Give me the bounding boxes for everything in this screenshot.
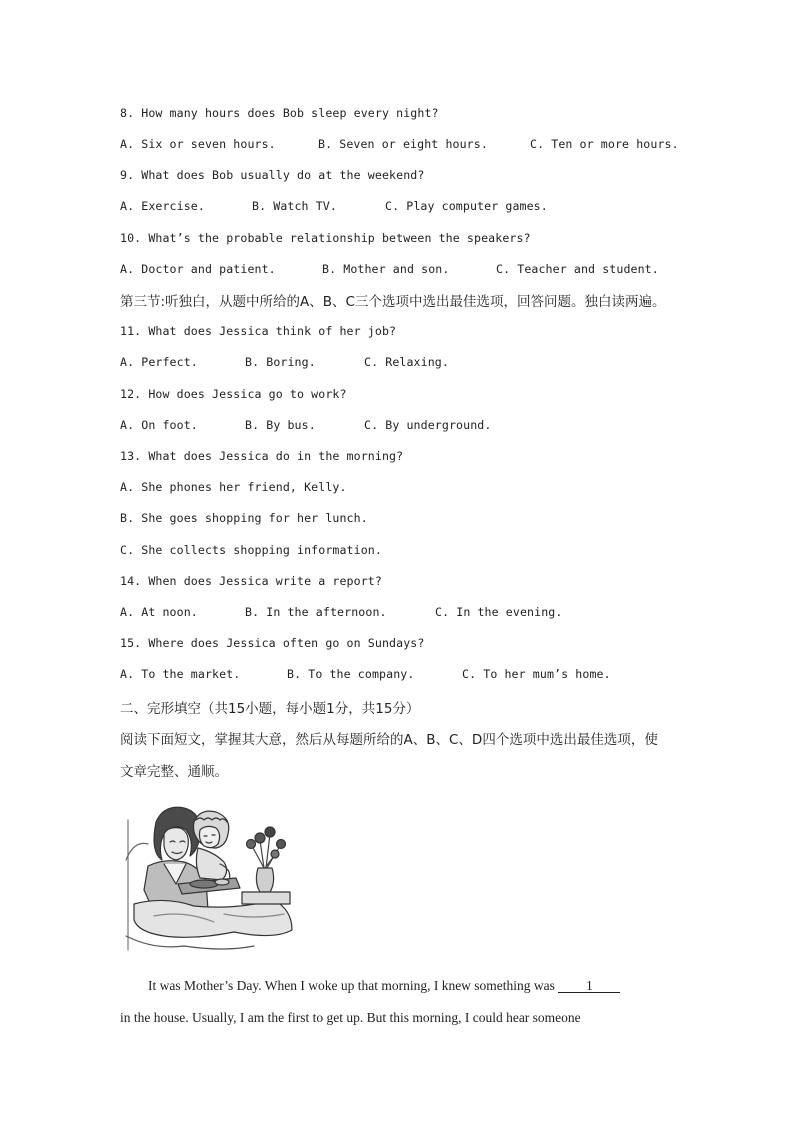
option-b: B. By bus. [245, 418, 316, 432]
question-11: 11. What does Jessica think of her job? [120, 324, 397, 338]
passage-line-2: in the house. Usually, I am the first to get up. But this morning, I could hear someone [120, 1010, 581, 1025]
question-14-options [120, 605, 562, 619]
question-8: 8. How many hours does Bob sleep every night? [120, 106, 439, 120]
question-8-options [120, 137, 679, 151]
question-15-options [120, 667, 611, 681]
cloze-instruction-line1: 阅读下面短文，掌握其大意，然后从每题所给的A、B、C、D四个选项中选出最佳选项，使 [120, 732, 658, 748]
option-b: B. She goes shopping for her lunch. [120, 511, 368, 525]
option-a: A. Exercise. [120, 199, 205, 213]
question-12: 12. How does Jessica go to work? [120, 387, 347, 401]
option-c: C. Relaxing. [364, 355, 449, 369]
option-b: B. Watch TV. [252, 199, 337, 213]
option-c: C. Ten or more hours. [530, 137, 679, 151]
passage-line-1-text: It was Mother’s Day. When I woke up that morning, I knew something was [148, 978, 559, 993]
question-14: 14. When does Jessica write a report? [120, 574, 382, 588]
option-a: A. At noon. [120, 605, 198, 619]
option-a: A. Doctor and patient. [120, 262, 276, 276]
cloze-heading: 二、完形填空（共15小题，每小题1分，共15分） [120, 701, 420, 717]
question-10-options [120, 262, 659, 276]
option-b: B. Boring. [245, 355, 316, 369]
option-a: A. Six or seven hours. [120, 137, 276, 151]
mother-and-child-illustration [124, 800, 296, 958]
option-c: C. Play computer games. [385, 199, 548, 213]
question-15: 15. Where does Jessica often go on Sundays? [120, 636, 425, 650]
option-a: A. Perfect. [120, 355, 198, 369]
section3-instruction: 第三节:听独白，从题中所给的A、B、C三个选项中选出最佳选项，回答问题。独白读两遍。 [120, 294, 666, 310]
question-12-options [120, 418, 491, 432]
question-10: 10. What’s the probable relationship between the speakers? [120, 231, 531, 245]
question-9-options [120, 199, 548, 213]
option-c: C. By underground. [364, 418, 492, 432]
option-c: C. She collects shopping information. [120, 543, 382, 557]
passage-line-1 [148, 978, 620, 994]
option-c: C. Teacher and student. [496, 262, 659, 276]
option-b: B. To the company. [287, 667, 415, 681]
option-c: C. To her mum’s home. [462, 667, 611, 681]
question-11-options [120, 355, 449, 369]
cloze-instruction-line2: 文章完整、通顺。 [120, 764, 228, 780]
option-b: B. In the afternoon. [245, 605, 387, 619]
option-a: A. She phones her friend, Kelly. [120, 480, 347, 494]
option-b: B. Mother and son. [322, 262, 450, 276]
blank-1[interactable]: 1 [558, 980, 620, 993]
question-9: 9. What does Bob usually do at the weekend? [120, 168, 425, 182]
option-c: C. In the evening. [435, 605, 563, 619]
option-b: B. Seven or eight hours. [318, 137, 488, 151]
option-a: A. On foot. [120, 418, 198, 432]
question-13: 13. What does Jessica do in the morning? [120, 449, 404, 463]
option-a: A. To the market. [120, 667, 241, 681]
